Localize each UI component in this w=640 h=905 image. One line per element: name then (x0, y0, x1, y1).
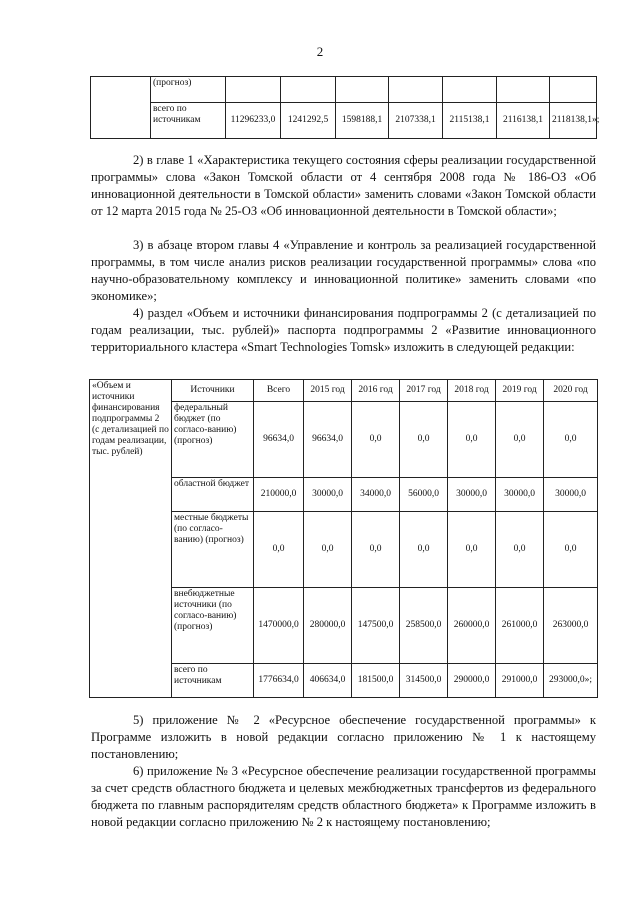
table-continuation (90, 76, 600, 139)
table-row: всего по источникам 11296233,0 1241292,5 1598188,1 2107338,1 2115138,1 2116138,1 2118138,1»; (91, 103, 597, 139)
page-number: 2 (316, 44, 324, 59)
paragraph-6: 6) приложение № 3 «Ресурсное обеспечение реализации государственной программы за счет средств областного бюджета и целевых межбюджетных трансфертов из федерального бюджета по главным распорядителям средств областного бюджета» к Программе изложить в новой редакции согласно приложению № 2 к настоящему постановлению; (91, 764, 596, 829)
column-header: 2019 год (496, 380, 544, 402)
row-label: всего по источникам (151, 103, 226, 139)
paragraph-5: 5) приложение № 2 «Ресурсное обеспечение государственной программы» к Программе изложить в новой редакции согласно приложению № 1 к настоящему постановлению; (91, 713, 596, 761)
table-title: «Объем и источники финансирования подпрограммы 2 (с детализацией по годам реализации, тыс. рублей) (90, 380, 172, 698)
column-header: Всего (254, 380, 304, 402)
column-header: 2017 год (400, 380, 448, 402)
table-row: внебюджетные источники (по согласо-ванию) (прогноз) 1470000,0 280000,0 147500,0 258500,0 260000,0 261000,0 263000,0 (90, 588, 598, 664)
table-row: областной бюджет 210000,0 30000,0 34000,0 56000,0 30000,0 30000,0 30000,0 (90, 478, 598, 512)
table-row: всего по источникам 1776634,0 406634,0 181500,0 314500,0 290000,0 291000,0 293000,0»; (90, 664, 598, 698)
paragraph-3: 3) в абзаце втором главы 4 «Управление и контроль за реализацией государственной программы, в том числе анализ рисков реализации государственной программы» слова «по научно-образовательному комплексу и инновационной политике» заменить словами «по экономике»; (91, 238, 596, 303)
source-label: всего по источникам (172, 664, 254, 698)
source-label: местные бюджеты (по согласо-ванию) (прогноз) (172, 512, 254, 588)
column-header: 2016 год (352, 380, 400, 402)
column-header: 2020 год (544, 380, 598, 402)
column-header: 2015 год (304, 380, 352, 402)
table-row: местные бюджеты (по согласо-ванию) (прогноз) 0,0 0,0 0,0 0,0 0,0 0,0 0,0 (90, 512, 598, 588)
financing-table (89, 379, 598, 698)
column-header: Источники (172, 380, 254, 402)
paragraph-2: 2) в главе 1 «Характеристика текущего состояния сферы реализации государственной программы» слова «Закон Томской области от 4 сентября 2008 года № 186-ОЗ «Об инновационной деятельности в Томской области» заменить словами «Закон Томской области от 12 марта 2015 года № 25-ОЗ «Об инновационной деятельности в Томской области»; (91, 153, 596, 218)
table-header-row (90, 380, 598, 402)
column-header: 2018 год (448, 380, 496, 402)
source-label: областной бюджет (172, 478, 254, 512)
row-label: (прогноз) (151, 77, 226, 103)
paragraph-4: 4) раздел «Объем и источники финансирования подпрограммы 2 (с детализацией по годам реализации, тыс. рублей)» паспорта подпрограммы 2 «Развитие инновационного территориального кластера «Smart Technologies Tomsk» изложить в следующей редакции: (91, 306, 596, 354)
source-label: федеральный бюджет (по согласо-ванию) (прогноз) (172, 402, 254, 478)
source-label: внебюджетные источники (по согласо-ванию) (прогноз) (172, 588, 254, 664)
table-row (91, 77, 597, 103)
table-row: федеральный бюджет (по согласо-ванию) (прогноз) 96634,0 96634,0 0,0 0,0 0,0 0,0 0,0 (90, 402, 598, 478)
